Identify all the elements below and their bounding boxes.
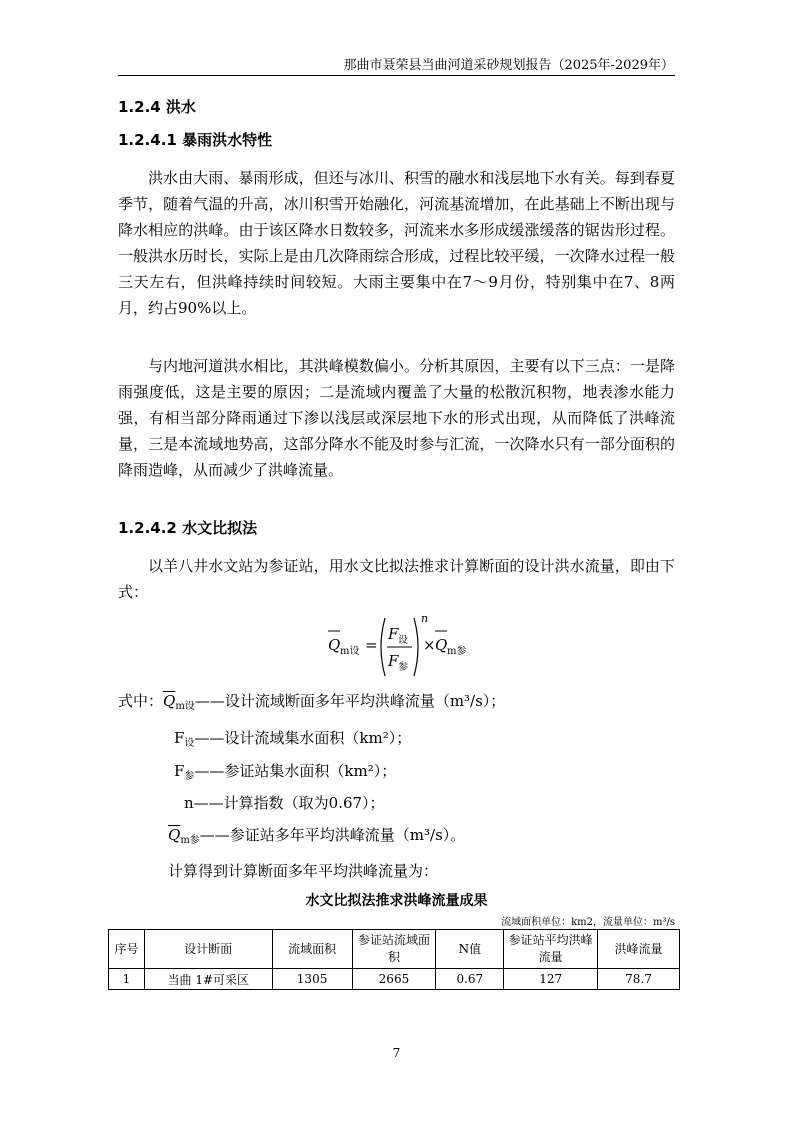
header-peak-flow: 洪峰流量 bbox=[598, 930, 680, 969]
formula-left-paren bbox=[381, 618, 385, 676]
definition-3 bbox=[174, 760, 396, 788]
symbol-q-reference-sub: m参 bbox=[180, 835, 200, 846]
symbol-f-reference-sub: 参 bbox=[184, 771, 195, 782]
symbol-q-design: $\overline{Q}$ bbox=[163, 692, 176, 710]
table-header-row bbox=[109, 930, 680, 969]
symbol-q-design-sub: m设 bbox=[175, 701, 195, 712]
paragraph-flood-characteristics: 洪水由大雨、暴雨形成，但还与冰川、积雪的融水和浅层地下水有关。每到春夏季节，随着气温的升高，冰川积雪开始融化，河流基流增加，在此基础上不断出现与降水相应的洪峰。由于该区降水日数较多，河流来水多形成缓涨缓落的锯齿形过程。一般洪水历时长，实际上是由几次降雨综合形成，过程比较平缓，一次降水过程一般三天左右，但洪峰持续时间较短。大雨主要集中在7～9月份，特别集中在7、8两月，约占90%以上。 bbox=[118, 169, 675, 317]
formula-lhs-q: Q bbox=[328, 636, 341, 654]
formula-rhs-sub: m参 bbox=[447, 646, 467, 657]
formula-num-sub: 设 bbox=[398, 635, 408, 646]
header-rule bbox=[118, 75, 675, 76]
header-reference-peak: 参证站平均洪峰流量 bbox=[504, 930, 598, 969]
header-basin-area: 流域面积 bbox=[272, 930, 352, 969]
definition-4: n——计算指数（取为0.67）； bbox=[184, 794, 385, 812]
running-header: 那曲市聂荣县当曲河道采砂规划报告（2025年-2029年） bbox=[343, 58, 674, 73]
flood-formula bbox=[325, 612, 475, 682]
definition-1-text: ——设计流域断面多年平均洪峰流量（m³/s）； bbox=[194, 692, 506, 710]
cell-index: 1 bbox=[109, 969, 145, 990]
cell-design-section: 当曲 1#可采区 bbox=[144, 969, 272, 990]
symbol-f-design: F bbox=[174, 729, 185, 747]
section-heading: 1.2.4 洪水 bbox=[118, 98, 196, 116]
cell-reference-area: 2665 bbox=[352, 969, 436, 990]
subsection-heading-hydrologic-analogy: 1.2.4.2 水文比拟法 bbox=[118, 519, 258, 537]
table-title: 水文比拟法推求洪峰流量成果 bbox=[305, 893, 488, 909]
symbol-f-reference: F bbox=[174, 762, 185, 780]
cell-reference-peak: 127 bbox=[504, 969, 598, 990]
formula-den-f: F bbox=[388, 652, 399, 670]
definition-1 bbox=[118, 690, 505, 718]
symbol-f-design-sub: 设 bbox=[184, 738, 195, 749]
paragraph-method-intro: 以羊八井水文站为参证站，用水文比拟法推求计算断面的设计洪水流量，即由下式： bbox=[118, 557, 675, 601]
formula-lhs-sub: m设 bbox=[340, 646, 360, 657]
formula-rhs-q: Q bbox=[435, 636, 448, 654]
results-table bbox=[108, 929, 680, 990]
paragraph-flood-comparison: 与内地河道洪水相比，其洪峰模数偏小。分析其原因，主要有以下三点：一是降雨强度低，这是主要的原因；二是流域内覆盖了大量的松散沉积物，地表渗水能力强，有相当部分降雨通过下渗以浅层或深层地下水的形式出现，从而降低了洪峰流量，三是本流域地势高，这部分降水不能及时参与汇流，一次降水只有一部分面积的降雨造峰，从而减少了洪峰流量。 bbox=[118, 357, 675, 479]
definition-2-text: ——设计流域集水面积（km²）； bbox=[194, 729, 412, 747]
cell-peak-flow: 78.7 bbox=[598, 969, 680, 990]
definition-2 bbox=[174, 727, 411, 755]
calculation-intro: 计算得到计算断面多年平均洪峰流量为： bbox=[168, 862, 439, 880]
header-index: 序号 bbox=[109, 930, 145, 969]
definition-3-text: ——参证站集水面积（km²）； bbox=[194, 762, 397, 780]
formula-exponent: n bbox=[421, 612, 429, 625]
subsection-heading-storm-flood: 1.2.4.1 暴雨洪水特性 bbox=[118, 131, 273, 149]
table-unit-note: 流域面积单位：km2，流量单位：m³/s bbox=[501, 917, 675, 928]
formula-times: × bbox=[423, 636, 436, 654]
formula-right-paren bbox=[414, 618, 418, 676]
symbol-q-reference: $\overline{Q}$ bbox=[168, 826, 181, 844]
formula-num-f: F bbox=[388, 625, 399, 643]
header-reference-area: 参证站流域面积 bbox=[352, 930, 436, 969]
definition-5-text: ——参证站多年平均洪峰流量（m³/s）。 bbox=[199, 826, 466, 844]
formula-den-sub: 参 bbox=[398, 662, 408, 673]
header-n-value: N值 bbox=[436, 930, 504, 969]
definition-5 bbox=[168, 824, 465, 852]
header-design-section: 设计断面 bbox=[144, 930, 272, 969]
cell-n-value: 0.67 bbox=[436, 969, 504, 990]
table-row bbox=[109, 969, 680, 990]
definitions-lead: 式中： bbox=[118, 692, 164, 710]
formula-equals: = bbox=[365, 636, 378, 654]
cell-basin-area: 1305 bbox=[272, 969, 352, 990]
page-number: 7 bbox=[392, 1046, 401, 1060]
